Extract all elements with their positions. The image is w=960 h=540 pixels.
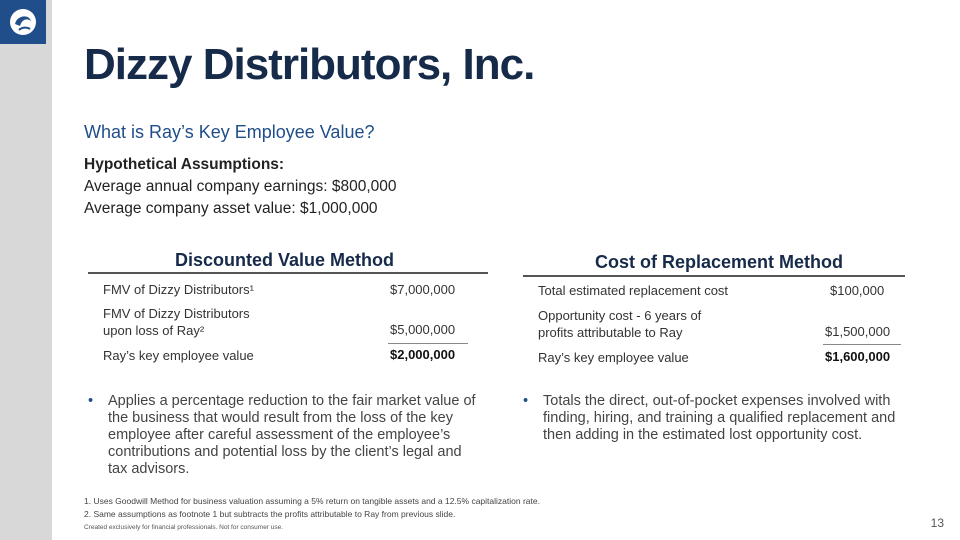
assumption-earnings: Average annual company earnings: $800,000	[84, 178, 397, 195]
footnote-2: 2. Same assumptions as footnote 1 but subtracts the profits attributable to Ray from previous slide.	[84, 509, 456, 519]
discounted-bullet-text: Applies a percentage reduction to the fair market value of the business that would result from the loss of the key employee after careful assessment of the employee’s contributions and potential loss by the client’s legal and tax advisors.	[108, 393, 476, 477]
assumptions-heading: Hypothetical Assumptions:	[84, 156, 285, 173]
discounted-row-label: FMV of Dizzy Distributors upon loss of Ray²	[103, 306, 250, 338]
disclaimer: Created exclusively for financial professionals. Not for consumer use.	[84, 524, 284, 531]
replacement-total-value: $1,600,000	[825, 349, 891, 364]
bullet-dot-icon: •	[88, 393, 94, 409]
replacement-row-value: $100,000	[830, 283, 885, 298]
page-number: 13	[930, 516, 944, 530]
left-sidebar	[0, 0, 52, 540]
discounted-row-value: $5,000,000	[390, 322, 456, 337]
page-title: Dizzy Distributors, Inc.	[84, 40, 535, 89]
replacement-row-label: Ray’s key employee value	[538, 350, 689, 365]
assumption-assets: Average company asset value: $1,000,000	[84, 200, 378, 217]
bullet-dot-icon: •	[523, 393, 529, 409]
discounted-bullet	[88, 393, 488, 483]
discounted-row-label: FMV of Dizzy Distributors¹	[103, 282, 254, 297]
replacement-bullet	[523, 393, 908, 463]
replacement-method-title: Cost of Replacement Method	[595, 252, 844, 272]
replacement-row-label: Total estimated replacement cost	[538, 283, 729, 298]
discounted-header-rule	[88, 272, 488, 274]
assumptions-block	[84, 154, 397, 220]
discounted-total-value: $2,000,000	[390, 347, 456, 362]
footnote-1: 1. Uses Goodwill Method for business valuation assuming a 5% return on tangible assets and a 12.5% capitalization rate.	[84, 496, 540, 506]
discounted-row-label: Ray’s key employee value	[103, 348, 254, 363]
discounted-row-value: $7,000,000	[390, 282, 456, 297]
replacement-bullet-text: Totals the direct, out-of-pocket expenses involved with finding, hiring, and training a qualified replacement and then adding in the estimated lost opportunity cost.	[543, 393, 896, 443]
replacement-row-value: $1,500,000	[825, 324, 891, 339]
replacement-row-label: Opportunity cost - 6 years of profits attributable to Ray	[538, 308, 702, 340]
discounted-sum-rule	[388, 343, 468, 344]
company-logo-icon	[0, 0, 46, 44]
subtitle-question: What is Ray’s Key Employee Value?	[84, 122, 375, 142]
replacement-sum-rule	[823, 344, 901, 345]
replacement-header-rule	[523, 275, 905, 277]
discounted-method-title: Discounted Value Method	[175, 250, 395, 270]
